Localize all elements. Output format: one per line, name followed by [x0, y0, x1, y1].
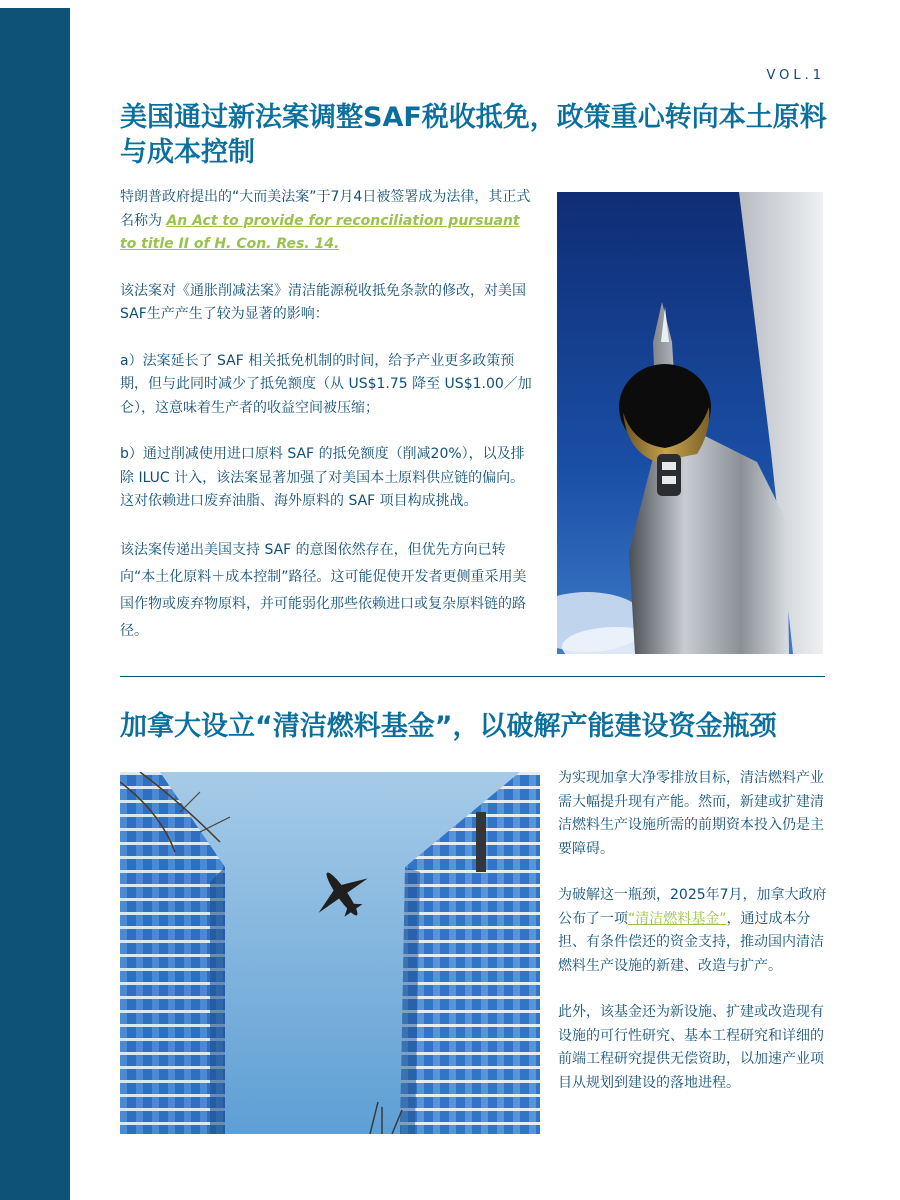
section2-title: 加拿大设立“清洁燃料基金”，以破解产能建设资金瓶颈: [120, 711, 777, 742]
section1-paragraph-4: b）通过削减使用进口原料 SAF 的抵免额度（削减20%），以及排除 ILUC 计入，该法案显著加强了对美国本土原料供应链的偏向。这对依赖进口废弃油脂、海外原料的 SAF 项目构成挑战。: [120, 446, 525, 509]
section1-paragraph-5: 该法案传递出美国支持 SAF 的意图依然存在，但优先方向已转向“本土化原料＋成本控制”路径。这可能促使开发者更侧重采用美国作物或废弃物原料，并可能弱化那些依赖进口或复杂原料链的路径。: [120, 541, 527, 639]
section1-intro: [120, 186, 538, 257]
sidebar-accent-bar: [0, 8, 70, 1200]
section2-paragraph-1: 为实现加拿大净零排放目标，清洁燃料产业需大幅提升现有产能。然而，新建或扩建清洁燃料生产设施所需的前期资本投入仍是主要障碍。: [558, 770, 824, 857]
section2-text: [558, 767, 828, 1118]
volume-label: VOL.1: [766, 68, 825, 83]
section1-title: 美国通过新法案调整SAF税收抵免，政策重心转向本土原料与成本控制: [120, 102, 827, 168]
section1-paragraph-3: a）法案延长了 SAF 相关抵免机制的时间，给予产业更多政策预期，但与此同时减少了抵免额度（从 US$1.75 降至 US$1.00／加仑），这意味着生产者的收益空间被压缩；: [120, 352, 532, 416]
act-link[interactable]: An Act to provide for reconciliation pursuant to title II of H. Con. Res. 14.: [120, 212, 520, 252]
section2-paragraph-3: 此外，该基金还为新设施、扩建或改造现有设施的可行性研究、基本工程研究和详细的前端工程研究提供无偿资助，以加速产业项目从规划到建设的落地进程。: [558, 1004, 824, 1091]
section2-paragraph-2: [558, 884, 828, 978]
section1-paragraph-2: 该法案对《通胀削减法案》清洁能源税收抵免条款的修改，对美国SAF生产产生了较为显著的影响：: [120, 282, 526, 322]
intro-text: 特朗普政府提出的“大而美法案”于7月4日被签署成为法律，其正式名称为: [120, 189, 531, 229]
section1-text: [120, 186, 538, 668]
section-divider: [120, 676, 825, 677]
section2-p2-before: 为破解这一瓶颈，2025年7月，加拿大政府公布了一项: [558, 887, 827, 927]
clean-fuel-fund-link[interactable]: “清洁燃料基金”: [628, 910, 727, 927]
airplane-tail-photo: [557, 192, 823, 654]
airplane-buildings-photo: [120, 772, 540, 1134]
section2-p2-after: ，通过成本分担、有条件偿还的资金支持，推动国内清洁燃料生产设施的新建、改造与扩产。: [558, 910, 824, 974]
